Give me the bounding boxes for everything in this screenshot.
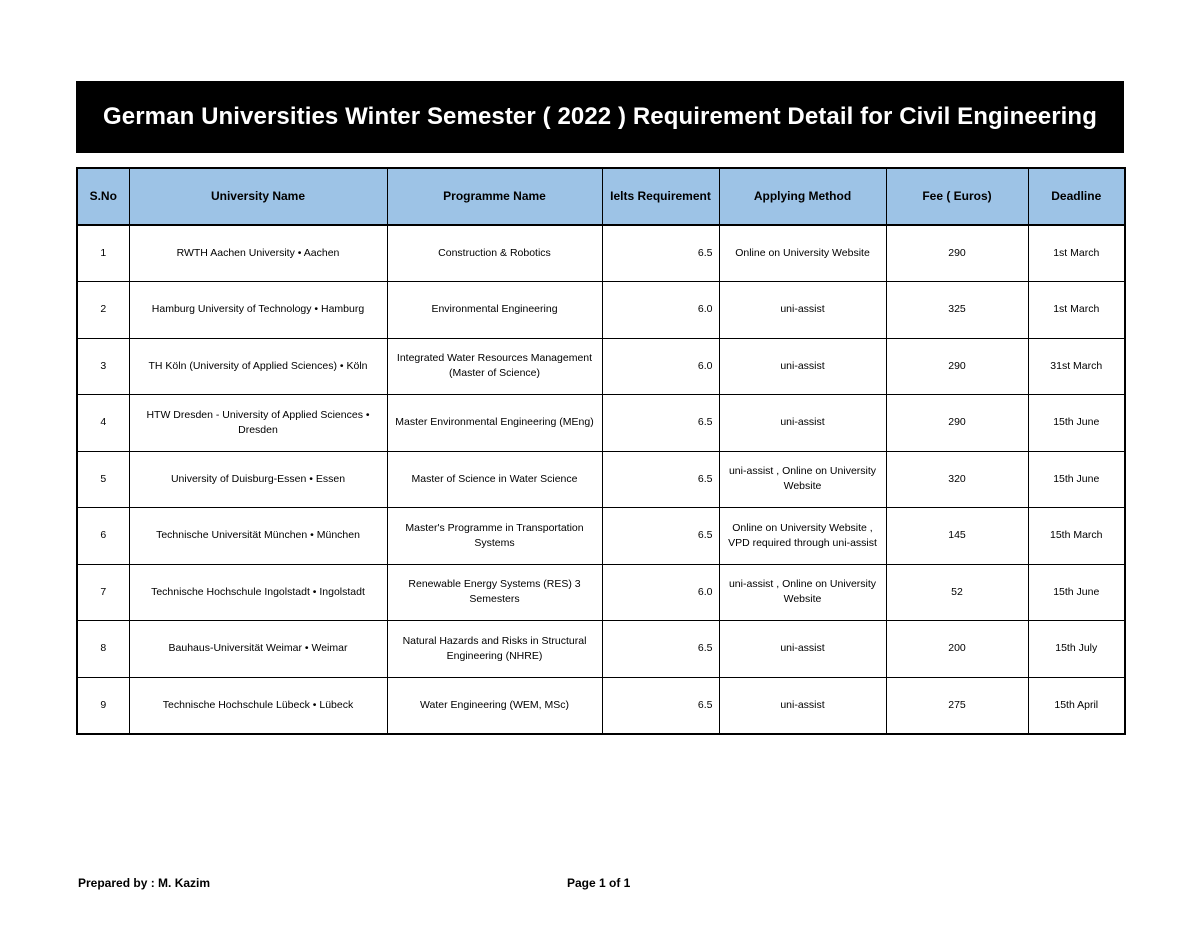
cell-sno: 9 — [77, 677, 129, 734]
cell-university: TH Köln (University of Applied Sciences) • Köln — [129, 338, 387, 395]
table-row — [77, 282, 1125, 339]
table-row — [77, 564, 1125, 621]
cell-sno: 5 — [77, 451, 129, 508]
cell-applying-method: uni-assist , Online on University Website — [719, 564, 886, 621]
cell-sno: 7 — [77, 564, 129, 621]
cell-deadline: 1st March — [1028, 225, 1125, 282]
col-header-programme: Programme Name — [387, 168, 602, 225]
cell-applying-method: uni-assist — [719, 395, 886, 452]
cell-ielts: 6.5 — [602, 677, 719, 734]
table-row — [77, 621, 1125, 678]
cell-applying-method: uni-assist — [719, 282, 886, 339]
cell-university: RWTH Aachen University • Aachen — [129, 225, 387, 282]
cell-university: Technische Hochschule Ingolstadt • Ingolstadt — [129, 564, 387, 621]
col-header-applying-method: Applying Method — [719, 168, 886, 225]
cell-university: Hamburg University of Technology • Hamburg — [129, 282, 387, 339]
table-row — [77, 677, 1125, 734]
cell-ielts: 6.5 — [602, 508, 719, 565]
cell-university: Technische Universität München • München — [129, 508, 387, 565]
table-header-row — [77, 168, 1125, 225]
cell-applying-method: uni-assist — [719, 677, 886, 734]
cell-applying-method: Online on University Website , VPD required through uni-assist — [719, 508, 886, 565]
cell-applying-method: uni-assist — [719, 338, 886, 395]
page-title: German Universities Winter Semester ( 2022 ) Requirement Detail for Civil Engineering — [76, 81, 1124, 153]
cell-fee: 145 — [886, 508, 1028, 565]
prepared-by: Prepared by : M. Kazim — [78, 876, 211, 890]
col-header-fee: Fee ( Euros) — [886, 168, 1028, 225]
table-row — [77, 395, 1125, 452]
cell-programme: Construction & Robotics — [387, 225, 602, 282]
cell-ielts: 6.5 — [602, 451, 719, 508]
cell-ielts: 6.5 — [602, 395, 719, 452]
cell-fee: 52 — [886, 564, 1028, 621]
col-header-ielts: Ielts Requirement — [602, 168, 719, 225]
cell-sno: 2 — [77, 282, 129, 339]
table-row — [77, 508, 1125, 565]
cell-university: University of Duisburg-Essen • Essen — [129, 451, 387, 508]
cell-deadline: 1st March — [1028, 282, 1125, 339]
cell-ielts: 6.5 — [602, 621, 719, 678]
cell-programme: Master of Science in Water Science — [387, 451, 602, 508]
cell-fee: 200 — [886, 621, 1028, 678]
cell-deadline: 15th June — [1028, 395, 1125, 452]
cell-ielts: 6.5 — [602, 225, 719, 282]
col-header-sno: S.No — [77, 168, 129, 225]
requirements-table — [76, 167, 1126, 735]
col-header-deadline: Deadline — [1028, 168, 1125, 225]
cell-sno: 1 — [77, 225, 129, 282]
cell-deadline: 15th June — [1028, 564, 1125, 621]
cell-deadline: 15th June — [1028, 451, 1125, 508]
cell-applying-method: uni-assist — [719, 621, 886, 678]
cell-programme: Integrated Water Resources Management (Master of Science) — [387, 338, 602, 395]
cell-sno: 6 — [77, 508, 129, 565]
cell-programme: Environmental Engineering — [387, 282, 602, 339]
cell-applying-method: Online on University Website — [719, 225, 886, 282]
cell-deadline: 15th April — [1028, 677, 1125, 734]
cell-university: Bauhaus-Universität Weimar • Weimar — [129, 621, 387, 678]
cell-fee: 290 — [886, 395, 1028, 452]
cell-applying-method: uni-assist , Online on University Website — [719, 451, 886, 508]
cell-sno: 4 — [77, 395, 129, 452]
cell-ielts: 6.0 — [602, 564, 719, 621]
cell-fee: 320 — [886, 451, 1028, 508]
cell-programme: Master Environmental Engineering (MEng) — [387, 395, 602, 452]
cell-sno: 3 — [77, 338, 129, 395]
page-number: Page 1 of 1 — [567, 876, 631, 890]
table-row — [77, 225, 1125, 282]
cell-programme: Master's Programme in Transportation Systems — [387, 508, 602, 565]
cell-ielts: 6.0 — [602, 338, 719, 395]
cell-programme: Renewable Energy Systems (RES) 3 Semesters — [387, 564, 602, 621]
cell-programme: Natural Hazards and Risks in Structural Engineering (NHRE) — [387, 621, 602, 678]
table-row — [77, 451, 1125, 508]
cell-programme: Water Engineering (WEM, MSc) — [387, 677, 602, 734]
cell-fee: 290 — [886, 225, 1028, 282]
cell-deadline: 15th March — [1028, 508, 1125, 565]
cell-ielts: 6.0 — [602, 282, 719, 339]
cell-deadline: 31st March — [1028, 338, 1125, 395]
cell-university: HTW Dresden - University of Applied Sciences • Dresden — [129, 395, 387, 452]
cell-fee: 275 — [886, 677, 1028, 734]
cell-deadline: 15th July — [1028, 621, 1125, 678]
cell-sno: 8 — [77, 621, 129, 678]
cell-fee: 325 — [886, 282, 1028, 339]
cell-fee: 290 — [886, 338, 1028, 395]
cell-university: Technische Hochschule Lübeck • Lübeck — [129, 677, 387, 734]
col-header-university: University Name — [129, 168, 387, 225]
table-row — [77, 338, 1125, 395]
